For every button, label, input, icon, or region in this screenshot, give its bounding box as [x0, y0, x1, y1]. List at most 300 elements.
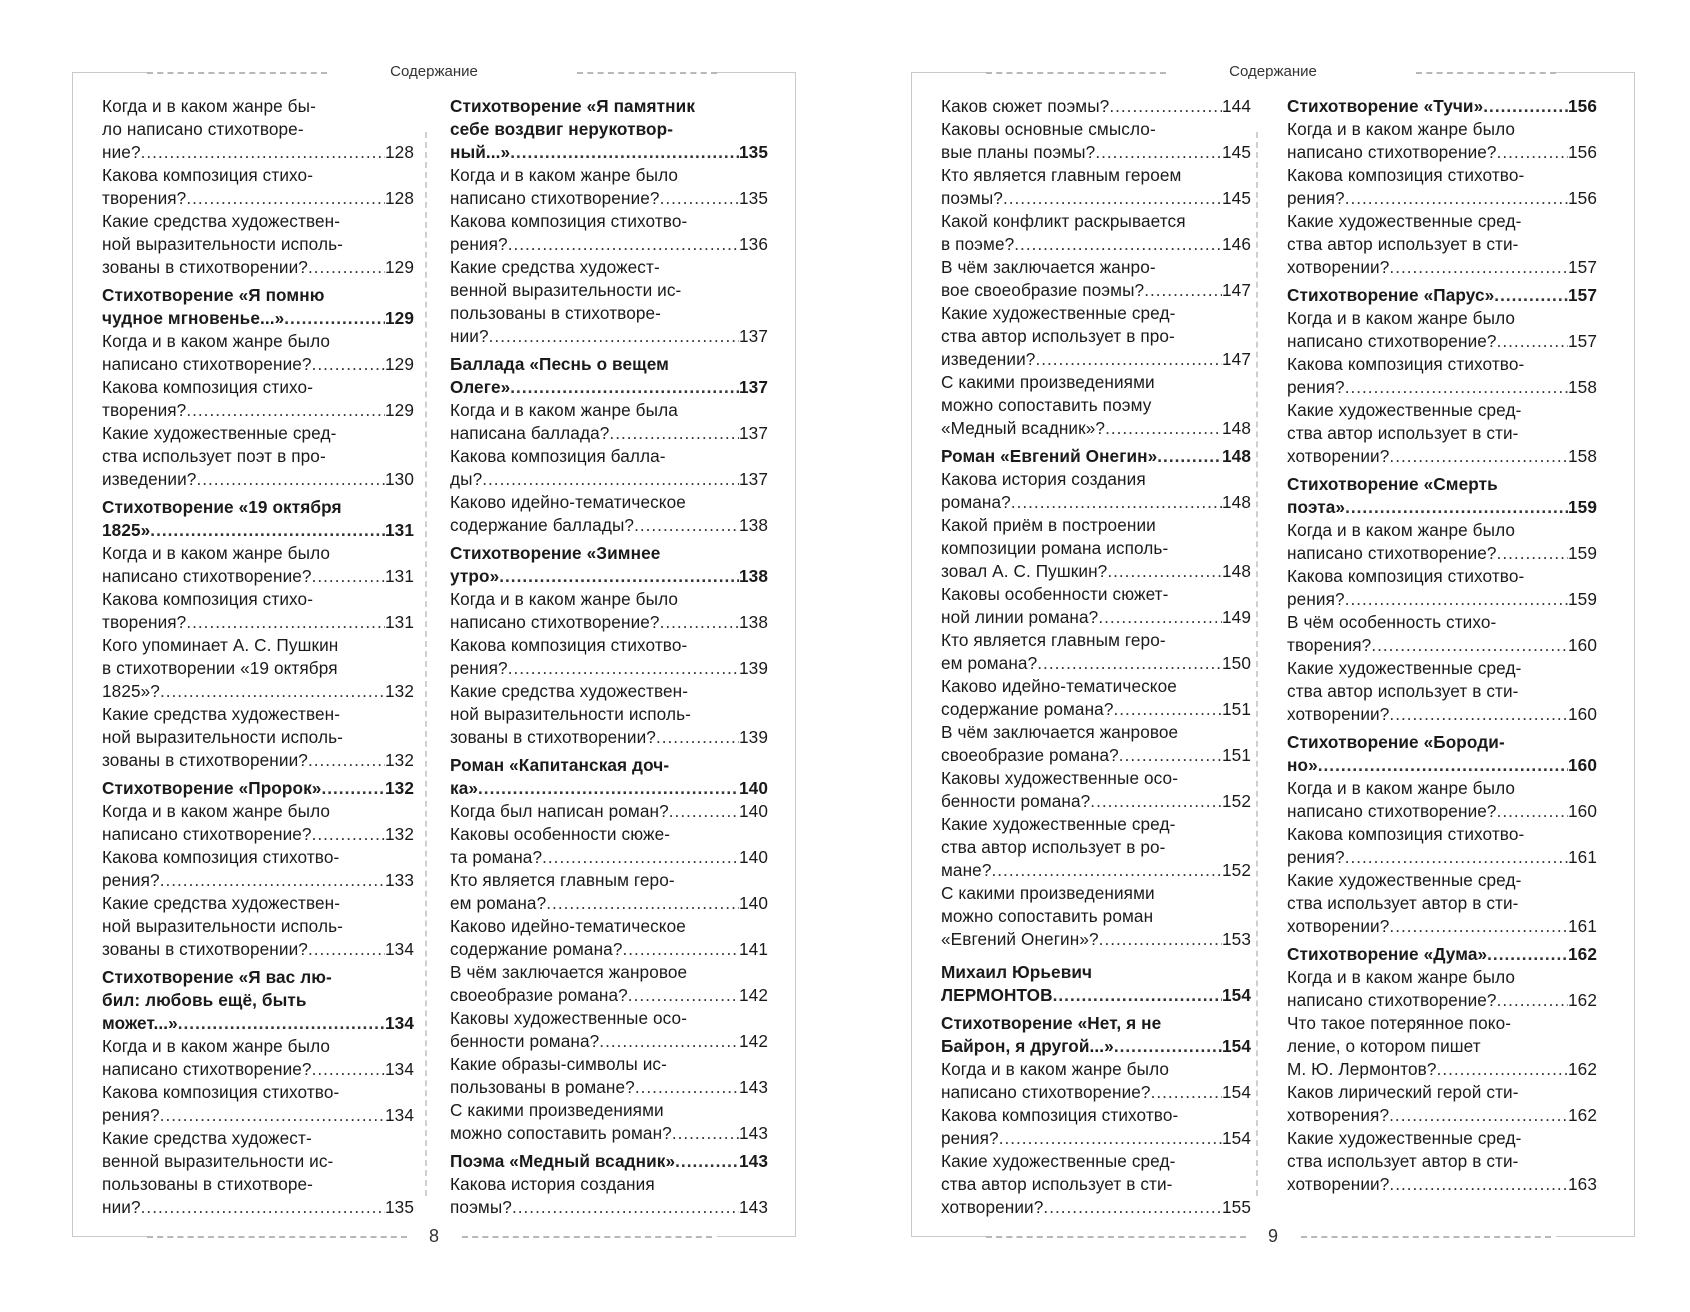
toc-entry — [1287, 233, 1597, 256]
toc-entry-text: Каково идейно-тематическое — [450, 492, 686, 512]
toc-entry — [1287, 376, 1597, 399]
toc-page-number: 159 — [1568, 497, 1597, 517]
dot-leader — [1494, 284, 1568, 307]
toc-page-number: 163 — [1568, 1174, 1597, 1194]
toc-entry-text: Какие художественные сред- — [941, 814, 1176, 834]
dot-leader — [1497, 542, 1568, 565]
dot-leader — [672, 1122, 739, 1145]
toc-page-number: 140 — [739, 778, 768, 798]
toc-entry — [941, 141, 1251, 164]
toc-entry-text: Каковы особенности сюже- — [450, 824, 671, 844]
dot-leader — [1389, 1173, 1568, 1196]
toc-entry-text: ной выразительности исполь- — [102, 727, 343, 747]
toc-page-number: 152 — [1222, 860, 1251, 880]
toc-page-number: 160 — [1568, 801, 1597, 821]
toc-entry-text: себе воздвиг нерукотвор- — [450, 119, 674, 139]
toc-entry-text: рения? — [1287, 847, 1345, 867]
toc-column-left — [102, 95, 414, 1219]
toc-entry — [941, 95, 1251, 118]
toc-entry-text: написано стихотворение? — [941, 1082, 1151, 1102]
toc-entry — [1287, 915, 1597, 938]
toc-entry — [1287, 1058, 1597, 1081]
toc-entry-text: может...» — [102, 1013, 178, 1033]
toc-section-heading — [102, 777, 414, 800]
toc-entry — [102, 187, 414, 210]
toc-entry — [941, 256, 1251, 279]
toc-entry-text: пользованы в романе? — [450, 1077, 635, 1097]
toc-page-number: 135 — [385, 1197, 414, 1217]
dot-leader — [1389, 703, 1568, 726]
toc-page-number: 143 — [739, 1123, 768, 1143]
toc-entry — [450, 961, 768, 984]
toc-entry — [941, 417, 1251, 440]
toc-entry — [450, 1053, 768, 1076]
toc-section-heading — [450, 376, 768, 399]
toc-entry — [450, 588, 768, 611]
dot-leader — [308, 749, 385, 772]
toc-page-number: 154 — [1222, 985, 1251, 1005]
toc-section-heading — [102, 1012, 414, 1035]
dot-leader — [1345, 846, 1568, 869]
toc-entry-text: Стихотворение «Смерть — [1287, 474, 1498, 494]
left-page — [72, 63, 796, 1246]
toc-entry — [450, 164, 768, 187]
toc-section-heading — [941, 1012, 1251, 1035]
toc-entry-text: творения? — [102, 188, 187, 208]
toc-page-number: 160 — [1568, 635, 1597, 655]
toc-entry-text: можно сопоставить роман — [941, 906, 1154, 926]
toc-entry-text: Стихотворение «Тучи» — [1287, 96, 1484, 116]
dot-leader — [623, 938, 740, 961]
toc-page-number: 158 — [1568, 377, 1597, 397]
dot-leader — [186, 611, 385, 634]
toc-page-number: 138 — [739, 566, 768, 586]
dot-leader — [1345, 496, 1568, 519]
dot-leader — [1043, 1196, 1222, 1219]
toc-page-number: 146 — [1222, 234, 1251, 254]
toc-page-number: 160 — [1568, 704, 1597, 724]
toc-entry — [102, 233, 414, 256]
toc-entry — [102, 210, 414, 233]
toc-entry — [941, 348, 1251, 371]
column-divider — [1256, 132, 1258, 1196]
toc-entry-text: Какова композиция стихотво- — [102, 847, 340, 867]
toc-section-heading — [102, 284, 414, 307]
toc-entry-text: вое своеобразие поэмы? — [941, 280, 1145, 300]
toc-entry-text: Когда и в каком жанре было — [102, 801, 331, 821]
toc-entry-text: написано стихотворение? — [450, 612, 660, 632]
toc-entry-text: Какие образы-символы ис- — [450, 1054, 667, 1074]
toc-page-number: 137 — [739, 377, 768, 397]
toc-entry — [941, 1081, 1251, 1104]
toc-page-number: 145 — [1222, 142, 1251, 162]
toc-section-heading — [450, 118, 768, 141]
toc-entry-text: Каковы основные смысло- — [941, 119, 1156, 139]
toc-entry-text: та романа? — [450, 847, 543, 867]
toc-entry — [941, 279, 1251, 302]
toc-page-number: 162 — [1568, 990, 1597, 1010]
dot-leader — [150, 519, 385, 542]
toc-entry-text: написано стихотворение? — [1287, 801, 1497, 821]
toc-entry-text: ние? — [102, 142, 141, 162]
dot-leader — [489, 325, 739, 348]
toc-entry-text: Какие средства художествен- — [102, 704, 341, 724]
toc-entry-text: Стихотворение «Я памятник — [450, 96, 696, 116]
toc-entry-text: Когда и в каком жанре было — [450, 589, 679, 609]
toc-section-heading — [941, 984, 1251, 1007]
toc-page-number: 137 — [739, 469, 768, 489]
toc-page-number: 134 — [385, 939, 414, 959]
dot-leader — [510, 141, 739, 164]
toc-entry-text: М. Ю. Лермонтов? — [1287, 1059, 1437, 1079]
dot-leader — [1389, 1104, 1568, 1127]
toc-entry — [1287, 680, 1597, 703]
toc-entry — [941, 187, 1251, 210]
toc-entry — [450, 210, 768, 233]
toc-page-number: 134 — [385, 1013, 414, 1033]
dot-leader — [1099, 928, 1222, 951]
toc-entry — [450, 823, 768, 846]
dot-leader — [1487, 943, 1568, 966]
dot-leader — [512, 1196, 739, 1219]
toc-entry-text: Роман «Капитанская доч- — [450, 755, 670, 775]
dot-leader — [656, 726, 739, 749]
toc-entry-text: бил: любовь ещё, быть — [102, 990, 307, 1010]
toc-entry — [102, 376, 414, 399]
toc-page-number: 149 — [1222, 607, 1251, 627]
toc-entry-text: рения? — [450, 234, 508, 254]
toc-section-heading — [941, 961, 1251, 984]
toc-page-number: 150 — [1222, 653, 1251, 673]
toc-entry-text: написано стихотворение? — [1287, 331, 1497, 351]
dot-leader — [478, 777, 739, 800]
toc-entry — [450, 915, 768, 938]
toc-entry — [102, 1104, 414, 1127]
toc-entry — [941, 721, 1251, 744]
toc-entry-text: Когда и в каком жанре было — [941, 1059, 1170, 1079]
toc-section-heading — [1287, 95, 1597, 118]
toc-page-number: 162 — [1568, 1059, 1597, 1079]
dot-leader — [992, 859, 1223, 882]
toc-entry-text: написано стихотворение? — [102, 824, 312, 844]
toc-entry-text: Какие средства художествен- — [102, 211, 341, 231]
dot-leader — [660, 187, 739, 210]
toc-entry-text: Какие художественные сред- — [1287, 1128, 1522, 1148]
toc-entry — [450, 1076, 768, 1099]
toc-entry — [102, 118, 414, 141]
toc-entry-text: ной выразительности исполь- — [102, 234, 343, 254]
toc-entry — [450, 726, 768, 749]
toc-entry-text: Стихотворение «Бороди- — [1287, 732, 1505, 752]
toc-entry-text: Когда и в каком жанре бы- — [102, 96, 316, 116]
toc-page-number: 131 — [385, 612, 414, 632]
toc-section-heading — [450, 542, 768, 565]
toc-entry — [941, 836, 1251, 859]
toc-entry — [1287, 1035, 1597, 1058]
toc-entry-text: Кто является главным геро- — [941, 630, 1166, 650]
toc-entry-text: рения? — [102, 1105, 160, 1125]
toc-page-number: 155 — [1222, 1197, 1251, 1217]
dot-leader — [1098, 606, 1222, 629]
toc-entry — [102, 657, 414, 680]
toc-entry-text: поэмы? — [450, 1197, 512, 1217]
column-divider — [425, 132, 427, 1196]
dot-leader — [609, 422, 739, 445]
toc-entry — [450, 869, 768, 892]
toc-entry-text: ло написано стихотворе- — [102, 119, 304, 139]
toc-page-number: 140 — [739, 847, 768, 867]
toc-entry — [450, 680, 768, 703]
dot-leader — [312, 353, 385, 376]
toc-entry-text: можно сопоставить роман? — [450, 1123, 672, 1143]
toc-entry-text: Какова композиция стихотво- — [941, 1105, 1179, 1125]
dot-leader — [160, 1104, 385, 1127]
toc-entry — [941, 928, 1251, 951]
toc-entry-text: ства автор использует в ро- — [941, 837, 1166, 857]
toc-page-number: 142 — [739, 1031, 768, 1051]
toc-entry-text: Когда и в каком жанре было — [102, 1036, 331, 1056]
toc-page-number: 137 — [739, 326, 768, 346]
toc-entry — [1287, 519, 1597, 542]
toc-page-number: 151 — [1222, 699, 1251, 719]
toc-entry-text: Каков сюжет поэмы? — [941, 96, 1110, 116]
toc-page-number: 141 — [739, 939, 768, 959]
toc-entry-text: ства использует поэт в про- — [102, 446, 326, 466]
toc-entry-text: рения? — [1287, 377, 1345, 397]
toc-entry — [102, 703, 414, 726]
toc-entry — [1287, 611, 1597, 634]
toc-entry-text: Когда и в каком жанре было — [450, 165, 679, 185]
toc-entry-text: нии? — [102, 1197, 141, 1217]
toc-entry-text: рения? — [1287, 188, 1345, 208]
toc-page-number: 145 — [1222, 188, 1251, 208]
dot-leader — [999, 1127, 1222, 1150]
toc-entry-text: ства автор использует в сти- — [1287, 234, 1519, 254]
toc-entry-text: зовал А. С. Пушкин? — [941, 561, 1108, 581]
toc-entry — [1287, 164, 1597, 187]
toc-entry-text: написано стихотворение? — [450, 188, 660, 208]
toc-entry-text: написано стихотворение? — [1287, 990, 1497, 1010]
toc-section-heading — [1287, 473, 1597, 496]
toc-entry — [941, 1104, 1251, 1127]
toc-entry — [1287, 542, 1597, 565]
toc-section-heading — [102, 966, 414, 989]
toc-entry-text: хотворении? — [941, 1197, 1044, 1217]
toc-entry-text: венной выразительности ис- — [102, 1151, 334, 1171]
toc-entry-text: ства автор использует в сти- — [1287, 423, 1519, 443]
toc-entry-text: можно сопоставить поэму — [941, 395, 1152, 415]
toc-entry-text: хотворении? — [1287, 1174, 1390, 1194]
toc-entry-text: зованы в стихотворении? — [102, 750, 308, 770]
toc-entry — [1287, 210, 1597, 233]
toc-entry-text: поэта» — [1287, 497, 1346, 517]
toc-entry — [1287, 118, 1597, 141]
toc-entry — [941, 767, 1251, 790]
dot-leader — [178, 1012, 385, 1035]
dot-leader — [1345, 588, 1568, 611]
toc-page-number: 131 — [385, 520, 414, 540]
toc-entry-text: ной выразительности исполь- — [102, 916, 343, 936]
toc-entry-text: ка» — [450, 778, 479, 798]
toc-entry-text: нии? — [450, 326, 489, 346]
toc-entry — [102, 565, 414, 588]
toc-page-number: 139 — [739, 727, 768, 747]
toc-entry-text: В чём заключается жанровое — [941, 722, 1179, 742]
toc-page-number: 144 — [1222, 96, 1251, 116]
toc-entry-text: Каковы художественные осо- — [941, 768, 1179, 788]
toc-entry — [1287, 141, 1597, 164]
dot-leader — [1037, 652, 1222, 675]
dot-leader — [510, 376, 739, 399]
toc-entry-text: Каковы особенности сюжет- — [941, 584, 1169, 604]
toc-entry — [941, 1150, 1251, 1173]
toc-entry-text: Стихотворение «Я вас лю- — [102, 967, 332, 987]
toc-entry — [450, 1030, 768, 1053]
dot-leader — [546, 892, 739, 915]
toc-entry — [1287, 1173, 1597, 1196]
dot-leader — [628, 984, 739, 1007]
toc-entry-text: Стихотворение «Я помню — [102, 285, 325, 305]
dot-leader — [634, 514, 739, 537]
toc-entry-text: Какова композиция стихо- — [102, 589, 314, 609]
toc-entry-text: ной линии романа? — [941, 607, 1099, 627]
toc-entry — [102, 95, 414, 118]
toc-entry — [102, 1058, 414, 1081]
dot-leader — [1497, 141, 1568, 164]
toc-entry — [941, 302, 1251, 325]
toc-entry-text: Когда и в каком жанре была — [450, 400, 678, 420]
toc-entry-text: «Евгений Онегин»? — [941, 929, 1099, 949]
toc-entry — [450, 445, 768, 468]
toc-entry-text: содержание романа? — [941, 699, 1114, 719]
dot-leader — [1318, 754, 1568, 777]
dot-leader — [1144, 279, 1222, 302]
toc-entry-text: в стихотворении «19 октября — [102, 658, 338, 678]
toc-entry-text: Стихотворение «Пророк» — [102, 778, 322, 798]
dot-leader — [1483, 95, 1568, 118]
toc-page-number: 134 — [385, 1059, 414, 1079]
toc-entry — [450, 800, 768, 823]
toc-entry-text: Когда и в каком жанре было — [1287, 967, 1516, 987]
toc-entry — [1287, 1127, 1597, 1150]
toc-entry-text: Какие художественные сред- — [1287, 211, 1522, 231]
toc-entry — [941, 1127, 1251, 1150]
toc-entry-text: Каковы художественные осо- — [450, 1008, 688, 1028]
dot-leader — [308, 256, 385, 279]
toc-entry — [1287, 657, 1597, 680]
toc-entry-text: Баллада «Песнь о вещем — [450, 354, 669, 374]
toc-section-heading — [1287, 754, 1597, 777]
toc-page-number: 130 — [385, 469, 414, 489]
toc-entry-text: написано стихотворение? — [102, 354, 312, 374]
toc-section-heading — [450, 353, 768, 376]
toc-entry-text: изведении? — [941, 349, 1036, 369]
toc-entry-text: Какова композиция стихотво- — [450, 635, 688, 655]
dot-leader — [1114, 1035, 1222, 1058]
toc-entry — [102, 1081, 414, 1104]
toc-page-number: 153 — [1222, 929, 1251, 949]
dot-leader — [660, 611, 739, 634]
toc-entry — [941, 1058, 1251, 1081]
toc-entry — [941, 468, 1251, 491]
toc-section-heading — [1287, 496, 1597, 519]
toc-section-heading — [450, 777, 768, 800]
toc-page-number: 156 — [1568, 142, 1597, 162]
toc-entry-text: ства автор использует в сти- — [941, 1174, 1173, 1194]
toc-entry-text: бенности романа? — [450, 1031, 600, 1051]
toc-entry-text: Каково идейно-тематическое — [941, 676, 1177, 696]
toc-entry — [450, 846, 768, 869]
toc-page-number: 139 — [739, 658, 768, 678]
toc-entry-text: ем романа? — [941, 653, 1038, 673]
toc-entry — [102, 611, 414, 634]
toc-entry-text: мане? — [941, 860, 992, 880]
toc-entry-text: содержание романа? — [450, 939, 623, 959]
toc-entry-text: Какие художественные сред- — [1287, 400, 1522, 420]
toc-entry-text: написано стихотворение? — [102, 1059, 312, 1079]
toc-entry-text: рения? — [1287, 589, 1345, 609]
toc-entry — [1287, 399, 1597, 422]
toc-section-heading — [450, 141, 768, 164]
dot-leader — [1151, 1081, 1222, 1104]
toc-page-number: 138 — [739, 612, 768, 632]
dot-leader — [308, 938, 385, 961]
toc-entry-text: Стихотворение «Дума» — [1287, 944, 1488, 964]
toc-entry — [102, 1173, 414, 1196]
toc-page-number: 157 — [1568, 257, 1597, 277]
toc-entry-text: пользованы в стихотворе- — [450, 303, 661, 323]
toc-entry-text: хотворении? — [1287, 704, 1390, 724]
toc-page-number: 157 — [1568, 285, 1597, 305]
toc-entry — [1287, 989, 1597, 1012]
dot-leader — [1053, 984, 1222, 1007]
dot-leader — [635, 1076, 739, 1099]
toc-entry — [450, 984, 768, 1007]
toc-entry-text: С какими произведениями — [941, 372, 1155, 392]
toc-entry — [450, 892, 768, 915]
running-header: Содержание — [1229, 63, 1317, 80]
toc-column-right — [450, 95, 768, 1219]
toc-page-number: 129 — [385, 354, 414, 374]
toc-entry — [1287, 1012, 1597, 1035]
toc-entry — [1287, 307, 1597, 330]
toc-entry — [102, 330, 414, 353]
toc-page-number: 135 — [739, 188, 768, 208]
toc-entry-text: Стихотворение «19 октября — [102, 497, 342, 517]
dot-leader — [508, 233, 739, 256]
dot-leader — [141, 1196, 385, 1219]
toc-entry-text: Кто является главным героем — [941, 165, 1182, 185]
toc-entry — [1287, 1150, 1597, 1173]
dot-leader — [1109, 95, 1222, 118]
toc-page-number: 132 — [385, 681, 414, 701]
toc-entry-text: ства использует автор в сти- — [1287, 893, 1519, 913]
dot-leader — [1035, 348, 1222, 371]
dot-leader — [1014, 233, 1222, 256]
toc-entry-text: В чём заключается жанровое — [450, 962, 688, 982]
toc-entry — [1287, 892, 1597, 915]
toc-entry-text: бенности романа? — [941, 791, 1091, 811]
toc-entry — [450, 1196, 768, 1219]
toc-entry — [941, 652, 1251, 675]
toc-entry — [941, 606, 1251, 629]
toc-entry — [102, 938, 414, 961]
toc-entry-text: хотворении? — [1287, 257, 1390, 277]
toc-entry — [450, 1122, 768, 1145]
toc-entry — [102, 1035, 414, 1058]
toc-page-number: 156 — [1568, 188, 1597, 208]
toc-entry — [941, 233, 1251, 256]
